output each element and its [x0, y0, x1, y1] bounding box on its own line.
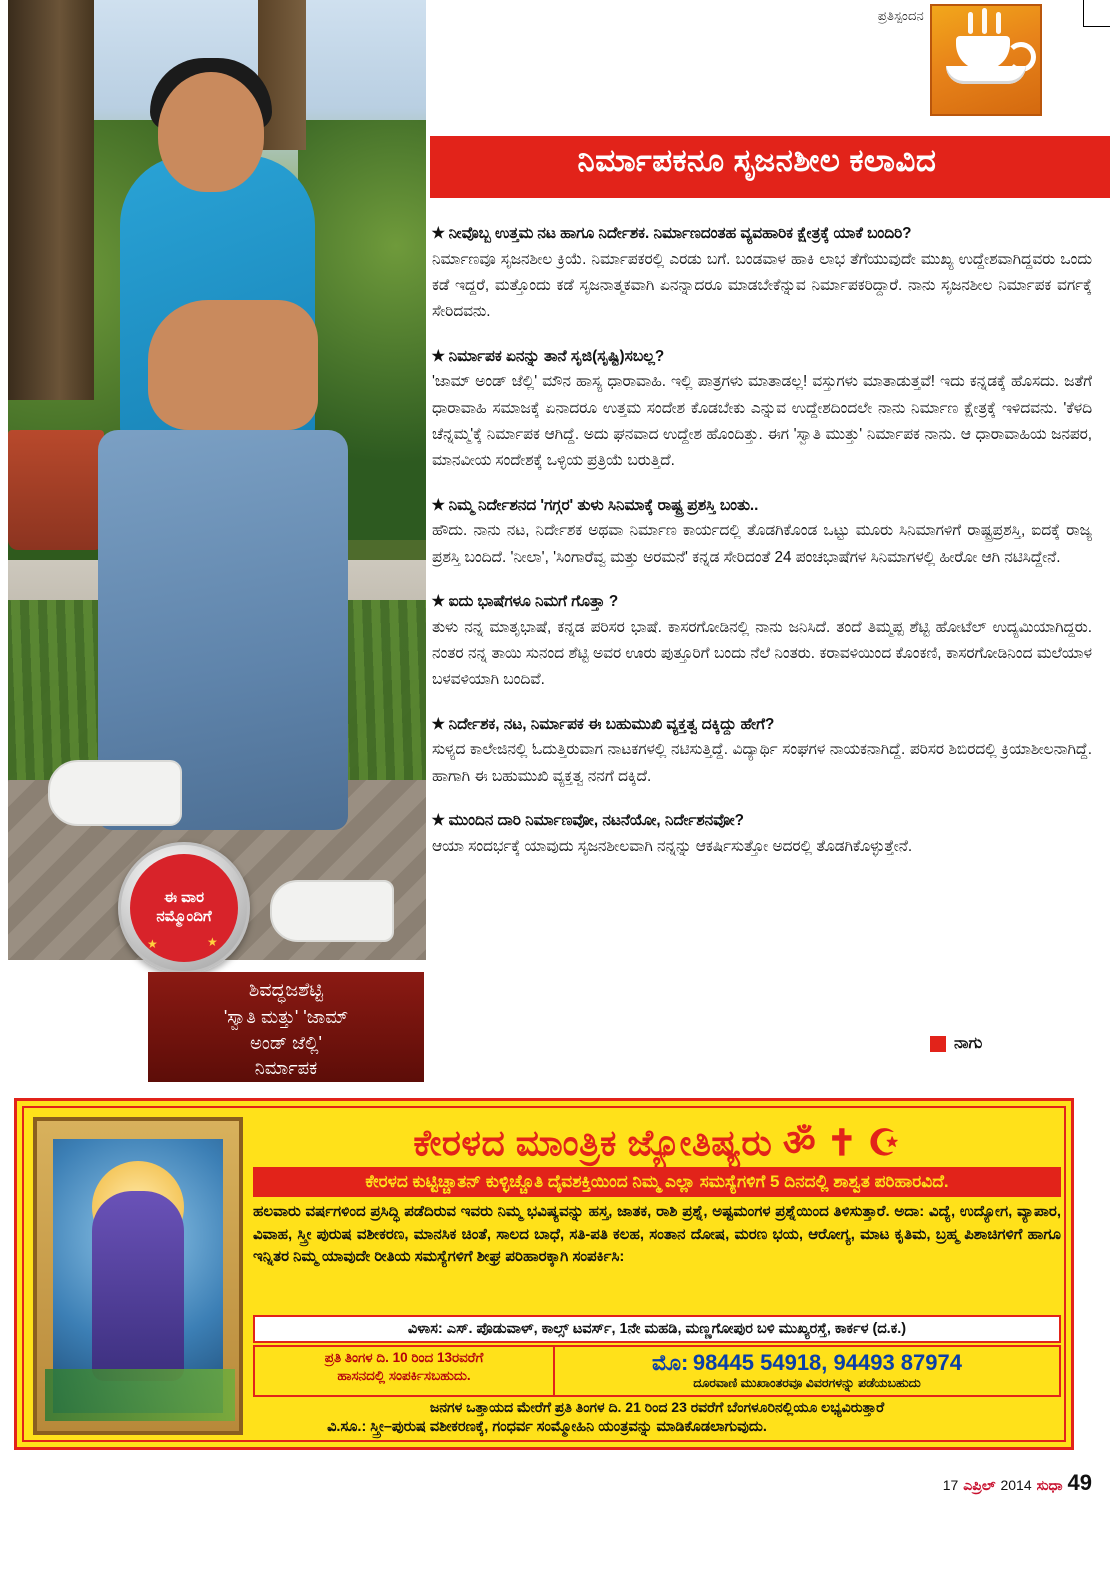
- question-text: ★ ನಿಮ್ಮ ನಿರ್ದೇಶನದ 'ಗಗ್ಗರ' ತುಳು ಸಿನಿಮಾಕ್ಕೆ ರಾಷ್ಟ್ರ ಪ್ರಶಸ್ತಿ ಬಂತು..: [432, 496, 759, 514]
- photo-caption: [148, 972, 424, 1082]
- headline-bar: [430, 136, 1110, 198]
- qa-block: [432, 809, 1092, 860]
- caption-line-4: ನಿರ್ಮಾಪಕ: [254, 1058, 318, 1079]
- advertisement: [14, 1098, 1074, 1450]
- masthead-label: ಪ್ರತಿಸ್ಪಂದನ: [877, 8, 924, 23]
- question-text: ★ ನಿರ್ಮಾಪಕ ಏನನ್ನು ತಾನೆ ಸೃಜಿ(ಸೃಷ್ಟಿ)ಸಬಲ್ಲ?: [432, 347, 665, 365]
- question-text: ★ ನಿರ್ದೇಶಕ, ನಟ, ನಿರ್ಮಾಪಕ ಈ ಬಹುಮುಖಿ ವ್ಯಕ್ತತ್ವ ದಕ್ಕಿದ್ದು ಹೇಗೆ?: [432, 715, 775, 733]
- coffee-cup-icon: [930, 4, 1042, 116]
- qa-block: [432, 222, 1092, 326]
- ad-phone-note: ದೂರವಾಣಿ ಮುಖಾಂತರವೂ ವಿವರಗಳನ್ನು ಪಡೆಯಬಹುದು: [693, 1376, 921, 1390]
- caption-line-2: 'ಸ್ವಾತಿ ಮತ್ತು' 'ಜಾಮ್: [223, 1006, 349, 1027]
- page-number: 49: [1067, 1470, 1092, 1495]
- byline: [930, 1035, 982, 1053]
- badge-text: [156, 889, 211, 927]
- badge-line-1: ಈ ವಾರ: [163, 889, 205, 907]
- answer-text: ಹೌದು. ನಾನು ನಟ, ನಿರ್ದೇಶಕ ಅಥವಾ ನಿರ್ಮಾಣ ಕಾರ್ಯದಲ್ಲಿ ತೊಡಗಿಕೊಂಡ ಒಟ್ಟು ಮೂರು ಸಿನಿಮಾಗಳಿಗೆ ರಾಷ್ಟ್ರಪ್ರಶಸ್ತಿ, ಐದಕ್ಕೆ ರಾಜ್ಯ ಪ್ರಶಸ್ತಿ ಬಂದಿದೆ. 'ನೀಲಾ', 'ಸಿಂಗಾರೆವ್ವ ಮತ್ತು ಅರಮನೆ' ಕನ್ನಡ ಸೇರಿದಂತೆ 24 ಪಂಚಭಾಷೆಗಳ ಸಿನಿಮಾಗಳಲ್ಲಿ ಹೀರೋ ಆಗಿ ನಟಿಸಿದ್ದೇನೆ.: [432, 522, 1092, 566]
- square-bullet-icon: [930, 1036, 946, 1052]
- byline-text: ನಾಗು: [954, 1035, 983, 1052]
- answer-text: ತುಳು ನನ್ನ ಮಾತೃಭಾಷೆ, ಕನ್ನಡ ಪರಿಸರ ಭಾಷೆ. ಕಾಸರಗೋಡಿನಲ್ಲಿ ನಾನು ಜನಿಸಿದೆ. ತಂದೆ ತಿಮ್ಮಪ್ಪ ಶೆಟ್ಟಿ ಹೋಟೆಲ್ ಉದ್ಯಮಿಯಾಗಿದ್ದರು. ನಂತರ ನನ್ನ ತಾಯಿ ಸುನಂದ ಶೆಟ್ಟಿ ಅವರ ಊರು ಪುತ್ತೂರಿಗೆ ಬಂದು ನೆಲೆ ನಿಂತರು. ಕರಾವಳಿಯಿಂದ ಕೊಂಕಣಿ, ಕಾಸರಗೋಡಿನಿಂದ ಮಲೆಯಾಳ ಬಳವಳಿಯಾಗಿ ಬಂದಿವೆ.: [432, 618, 1092, 689]
- footer-date: 17: [942, 1477, 959, 1493]
- answer-text: 'ಜಾಮ್ ಅಂಡ್ ಜೆಲ್ಲಿ' ಮೌನ ಹಾಸ್ಯ ಧಾರಾವಾಹಿ. ಇಲ್ಲಿ ಪಾತ್ರಗಳು ಮಾತಾಡಲ್ಲ! ವಸ್ತುಗಳು ಮಾತಾಡುತ್ತವೆ! ಇದು ಕನ್ನಡಕ್ಕೆ ಹೊಸದು. ಜತೆಗೆ ಧಾರಾವಾಹಿ ಸಮಾಜಕ್ಕೆ ಏನಾದರೂ ಉತ್ತಮ ಸಂದೇಶ ಕೊಡಬೇಕು ಎನ್ನುವ ಉದ್ದೇಶದಿಂದಲೇ ನಾನು ನಿರ್ಮಾಣ ಕ್ಷೇತ್ರಕ್ಕೆ ಇಳಿದವನು. 'ಕೆಳದಿ ಚೆನ್ನಮ್ಮ'ಕ್ಕೆ ನಿರ್ಮಾಪಕ ಆಗಿದ್ದೆ. ಅದು ಘನವಾದ ಉದ್ದೇಶ ಹೊಂದಿತ್ತು. ಈಗ 'ಸ್ವಾತಿ ಮುತ್ತು' ನಿರ್ಮಾಪಕ ನಾನು. ಆ ಧಾರಾವಾಹಿಯ ಜನಪರ, ಮಾನವೀಯ ಸಂದೇಶಕ್ಕೆ ಒಳ್ಳಿಯ ಪ್ರತ್ರಿಯೆ ಬರುತ್ತಿದೆ.: [432, 373, 1092, 470]
- this-week-with-us-badge: [118, 842, 250, 974]
- ad-title: [253, 1117, 1061, 1166]
- star-icon: ★: [207, 935, 218, 949]
- page-title: ನಿರ್ಮಾಪಕನೂ ಸೃಜನಶೀಲ ಕಲಾವಿದ: [577, 143, 937, 178]
- caption-line-3: ಅಂಡ್ ಜೆಲ್ಲಿ': [250, 1032, 322, 1053]
- page-footer: [943, 1470, 1092, 1496]
- answer-text: ಸುಳ್ಯದ ಕಾಲೇಜಿನಲ್ಲಿ ಓದುತ್ತಿರುವಾಗ ನಾಟಕಗಳಲ್ಲಿ ನಟಿಸುತ್ತಿದ್ದೆ. ವಿದ್ಯಾರ್ಥಿ ಸಂಘಗಳ ನಾಯಕನಾಗಿದ್ದೆ. ಪರಿಸರ ಶಿಬಿರದಲ್ಲಿ ಕ್ರಿಯಾಶೀಲನಾಗಿದ್ದೆ. ಹಾಗಾಗಿ ಈ ಬಹುಮುಖಿ ವ್ಯಕ್ತತ್ವ ನನಗೆ ದಕ್ಕಿದೆ.: [432, 741, 1092, 785]
- qa-block: [432, 345, 1092, 475]
- ad-subtitle: ಕೇರಳದ ಕುಟ್ಟಿಚ್ಚಾತನ್ ಕುಳ್ಳಿಚ್ಚೊತಿ ದೈವಶಕ್ತಿಯಿಂದ ನಿಮ್ಮ ಎಲ್ಲಾ ಸಮಸ್ಯೆಗಳಿಗೆ 5 ದಿನದಲ್ಲಿ ಶಾಶ್ವತ ಪರಿಹಾರವಿದೆ.: [253, 1167, 1061, 1197]
- star-icon: ★: [147, 937, 158, 951]
- footer-month: ಎಪ್ರಿಲ್: [963, 1477, 996, 1493]
- question-text: ★ ಮುಂದಿನ ದಾರಿ ನಿರ್ಮಾಣವೋ, ನಟನೆಯೋ, ನಿರ್ದೇಶನವೋ?: [432, 811, 744, 829]
- ad-address: ವಿಳಾಸ: ಎಸ್. ಪೊಡುವಾಳ್, ಕಾಲ್ಸ್ ಟವರ್ಸ್, 1ನೇ ಮಹಡಿ, ಮಣ್ಣಗೋಪುರ ಬಳಿ ಮುಖ್ಯರಸ್ತೆ, ಕಾರ್ಕಳ (ದ.ಕ.): [253, 1315, 1061, 1343]
- article-body: [432, 222, 1092, 879]
- deity-image: [33, 1117, 243, 1435]
- ad-phone-block: [555, 1347, 1059, 1395]
- ad-timing-line-1: ಪ್ರತಿ ತಿಂಗಳ ದಿ. 10 ರಿಂದ 13ರವರೆಗೆ: [324, 1350, 484, 1365]
- ad-timing-line-2: ಹಾಸನದಲ್ಲಿ ಸಂಪರ್ಕಿಸಬಹುದು.: [337, 1367, 471, 1383]
- crop-mark-top-right-h: [1083, 26, 1110, 27]
- religious-symbols-icon: ॐ ✝ ☪: [782, 1122, 901, 1163]
- phone-label: ಮೊ:: [652, 1350, 689, 1375]
- ad-phone-line: [555, 1350, 1059, 1376]
- footer-year: 2014: [1000, 1477, 1032, 1493]
- answer-text: ಆಯಾ ಸಂದರ್ಭಕ್ಕೆ ಯಾವುದು ಸೃಜನಶೀಲವಾಗಿ ನನ್ನನ್ನು ಆಕರ್ಷಿಸುತ್ತೋ ಅದರಲ್ಲಿ ತೊಡಗಿಕೊಳ್ಳುತ್ತೇನೆ.: [432, 837, 913, 855]
- ad-body-text: ಹಲವಾರು ವರ್ಷಗಳಿಂದ ಪ್ರಸಿದ್ಧಿ ಪಡೆದಿರುವ ಇವರು ನಿಮ್ಮ ಭವಿಷ್ಯವನ್ನು ಹಸ್ತ, ಜಾತಕ, ರಾಶಿ ಪ್ರಶ್ನೆ, ಅಷ್ಟಮಂಗಳ ಪ್ರಶ್ನೆಯಿಂದ ತಿಳಿಸುತ್ತಾರೆ. ಅದಾ: ವಿದ್ಯೆ, ಉದ್ಯೋಗ, ವ್ಯಾಪಾರ, ವಿವಾಹ, ಸ್ತ್ರೀ ಪುರುಷ ವಶೀಕರಣ, ಮಾನಸಿಕ ಚಿಂತೆ, ಸಾಲದ ಬಾಧೆ, ಸತಿ-ಪತಿ ಕಲಹ, ಸಂತಾನ ದೋಷ, ಮರಣ ಭಯ, ಆರೋಗ್ಯ, ಮಾಟ ಕೃತಿಮ, ಬ್ರಹ್ಮ ಪಿಶಾಚಿಗಳಿಗೆ ಹಾಗೂ ಇನ್ನಿತರ ನಿಮ್ಮ ಯಾವುದೇ ರೀತಿಯ ಸಮಸ್ಯೆಗಳಿಗೆ ಶೀಘ್ರ ಪರಿಹಾರಕ್ಕಾಗಿ ಸಂಪರ್ಕಿಸಿ:: [253, 1203, 1061, 1265]
- masthead: [806, 8, 924, 24]
- phone-numbers[interactable]: 98445 54918, 94493 87974: [692, 1350, 962, 1375]
- ad-footer-note: ವಿ.ಸೂ.: ಸ್ತ್ರೀ–ಪುರುಷ ವಶೀಕರಣಕ್ಕೆ, ಗಂಧರ್ವ ಸಂಮ್ಮೋಹಿನಿ ಯಂತ್ರವನ್ನು ಮಾಡಿಕೊಡಲಾಗುವುದು.: [327, 1419, 767, 1435]
- question-text: ★ ನೀವೊಬ್ಬ ಉತ್ತಮ ನಟ ಹಾಗೂ ನಿರ್ದೇಶಕ. ನಿರ್ಮಾಣದಂತಹ ವ್ಯವಹಾರಿಕ ಕ್ಷೇತ್ರಕ್ಕೆ ಯಾಕೆ ಬಂದಿರಿ?: [432, 225, 912, 242]
- ad-timing: [255, 1347, 555, 1395]
- qa-block: [432, 590, 1092, 694]
- crop-mark-top-right-v: [1083, 0, 1084, 26]
- ad-title-text: ಕೇರಳದ ಮಾಂತ್ರಿಕ ಜ್ಯೋತಿಷ್ಯರು: [413, 1122, 773, 1163]
- answer-text: ನಿರ್ಮಾಣವೂ ಸೃಜನಶೀಲ ಕ್ರಿಯೆ. ನಿರ್ಮಾಪಕರಲ್ಲಿ ಎರಡು ಬಗೆ. ಬಂಡವಾಳ ಹಾಕಿ ಲಾಭ ತೆಗೆಯುವುದೇ ಮುಖ್ಯ ಉದ್ದೇಶವಾಗಿದ್ದವರು ಒಂದು ಕಡೆ ಇದ್ದರೆ, ಮತ್ತೊಂದು ಕಡೆ ಸೃಜನಾತ್ಮಕವಾಗಿ ಏನನ್ನಾದರೂ ಮಾಡಬೇಕೆನ್ನುವ ನಿರ್ಮಾಪಕರಿದ್ದಾರೆ. ನಾನು ಸೃಜನಶೀಲ ನಿರ್ಮಾಪಕ ವರ್ಗಕ್ಕೆ ಸೇರಿದವನು.: [432, 250, 1092, 321]
- badge-line-2: ನಮ್ಮೊಂದಿಗೆ: [156, 908, 212, 925]
- qa-block: [432, 494, 1092, 571]
- caption-name: ಶಿವದ್ಧಜಶೆಟ್ಟಿ: [248, 980, 324, 1001]
- article-photo: [8, 0, 426, 960]
- qa-block: [432, 713, 1092, 790]
- ad-contact-row: [253, 1345, 1061, 1397]
- ad-extra-line: ಜನಗಳ ಒತ್ತಾಯದ ಮೇರೆಗೆ ಪ್ರತಿ ತಿಂಗಳ ದಿ. 21 ರಿಂದ 23 ರವರೆಗೆ ಬೆಂಗಳೂರಿನಲ್ಲಿಯೂ ಲಭ್ಯವಿರುತ್ತಾರೆ: [429, 1399, 885, 1415]
- footer-magazine: ಸುಧಾ: [1036, 1477, 1063, 1493]
- question-text: ★ ಐದು ಭಾಷೆಗಳೂ ನಿಮಗೆ ಗೊತ್ತಾ ?: [432, 592, 619, 610]
